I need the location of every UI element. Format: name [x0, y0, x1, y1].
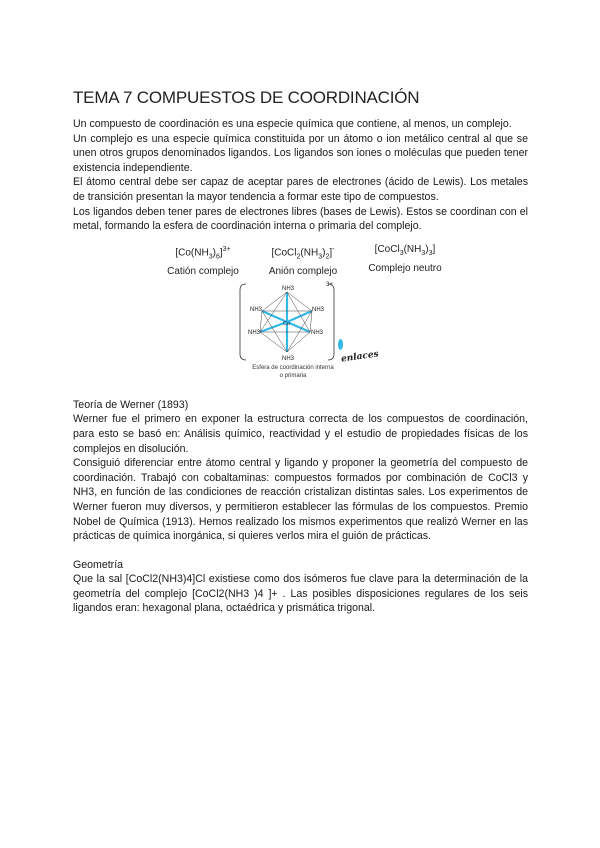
edge	[287, 292, 312, 311]
formula-text: ]	[329, 247, 333, 259]
anion-complex-label: Anión complejo	[268, 266, 338, 278]
werner-paragraph-2: Consiguió diferenciar entre átomo central y ligando y proponer la geometría del compuesto de coordinación. Trabajó con cobaltaminas: compuestos formados por combinación de CoCl3 y NH3, en función de las condiciones de reacción cristalizan distintas sales. Los experimentos de Werner fueron muy diversos, y permitieron establecer las fórmulas de los compuestos. Premio Nobel de Química (1913). Hemos realizado los mismos experimentos que realizó Werner en las prácticas de química inorgánica, si quieres verlos mira el guión de prácticas.	[73, 457, 528, 543]
edge	[262, 292, 287, 311]
bond-right-upper	[287, 311, 312, 322]
central-metal: Co	[283, 320, 291, 327]
formula-text: ]	[219, 247, 223, 259]
intro-paragraph-2: Un complejo es una especie química constituida por un átomo o ion metálico central al que se unen otros grupos denominados ligandos. Los ligandos son iones o moléculas que pueden tener existencia independiente.	[73, 132, 528, 174]
formula-text: [Co(NH	[175, 247, 209, 259]
right-bracket	[326, 281, 334, 360]
formula-text: [CoCl	[271, 247, 297, 259]
caption-line-1: Esfera de coordinación interna	[252, 364, 334, 371]
complex-figure	[73, 242, 528, 392]
formula-sub: 3	[318, 253, 323, 261]
formula-sup: -	[332, 245, 335, 253]
left-bracket	[240, 284, 246, 360]
bond-marker-icon	[338, 339, 343, 350]
ligand-right-upper: NH3	[312, 306, 325, 313]
cation-complex-label: Catión complejo	[167, 266, 239, 278]
formula-text: )	[425, 243, 429, 255]
formula-sub: 3	[428, 249, 433, 257]
formula-sub: 3	[399, 249, 404, 257]
ligand-top: NH3	[282, 285, 295, 292]
octahedral-complex-diagram	[238, 280, 338, 364]
geometria-heading: Geometría	[73, 558, 124, 571]
formula-text: (NH	[403, 243, 422, 255]
formula-text: )	[212, 247, 216, 259]
coordination-sphere-caption	[233, 364, 353, 380]
ligand-left-upper: NH3	[250, 306, 263, 313]
intro-paragraph-1: Un compuesto de coordinación es una especie química que contiene, al menos, un complejo.	[73, 118, 512, 130]
formula-text: ]	[432, 243, 436, 255]
page-title: TEMA 7 COMPUESTOS DE COORDINACIÓN	[73, 88, 420, 107]
geometria-paragraph: Que la sal [CoCl2(NH3)4]Cl existiese como dos isómeros fue clave para la determinación de la geometría del complejo [CoCl2(NH3 )4 ]+ . Las posibles disposiciones regulares de los seis ligandos eran: hexagonal plana, octaédrica y prismática trigonal.	[73, 573, 528, 615]
neutral-complex-label: Complejo neutro	[368, 262, 442, 274]
complex-charge: 3+	[326, 281, 333, 288]
formula-text: [CoCl	[374, 243, 400, 255]
neutral-complex-formula	[355, 242, 455, 276]
werner-paragraph-1: Werner fue el primero en exponer la estructura correcta de los compuestos de coordinación, para esto se basó en: Análisis químico, reactividad y el estudio de propiedades físicas de los complejos en disolución.	[73, 413, 528, 455]
formula-sub: 2	[325, 253, 330, 261]
formula-text: (NH	[300, 247, 319, 259]
edge	[260, 332, 287, 352]
formula-sub: 3	[421, 249, 426, 257]
ligand-bottom: NH3	[282, 355, 295, 362]
formula-sub: 3	[208, 253, 213, 261]
caption-line-2: o primaria	[279, 372, 307, 379]
edge	[287, 332, 310, 352]
formula-row	[73, 242, 528, 278]
document-page	[73, 88, 528, 616]
bond-right-lower	[287, 322, 310, 332]
anion-complex-formula	[253, 242, 353, 279]
ligand-left-lower: NH3	[248, 329, 261, 336]
ligand-right-lower: NH3	[311, 329, 324, 336]
intro-paragraph-3: El átomo central debe ser capaz de aceptar pares de electrones (ácido de Lewis). Los metales de transición presentan la mayor tendencia a formar este tipo de compuestos.	[73, 176, 528, 203]
section-gap	[73, 544, 528, 558]
formula-text: )	[322, 247, 326, 259]
intro-paragraph-4: Los ligandos deben tener pares de electrones libres (bases de Lewis). Estos se coordinan con el metal, formando la esfera de coordinación interna o primaria del complejo.	[73, 205, 528, 233]
formula-sub: 6	[215, 253, 220, 261]
enlaces-annotation: enlaces	[340, 349, 380, 365]
cation-complex-formula	[153, 242, 253, 279]
werner-heading: Teoría de Werner (1893)	[73, 398, 189, 411]
formula-sub: 2	[296, 253, 301, 261]
formula-sup: 3+	[222, 245, 231, 253]
